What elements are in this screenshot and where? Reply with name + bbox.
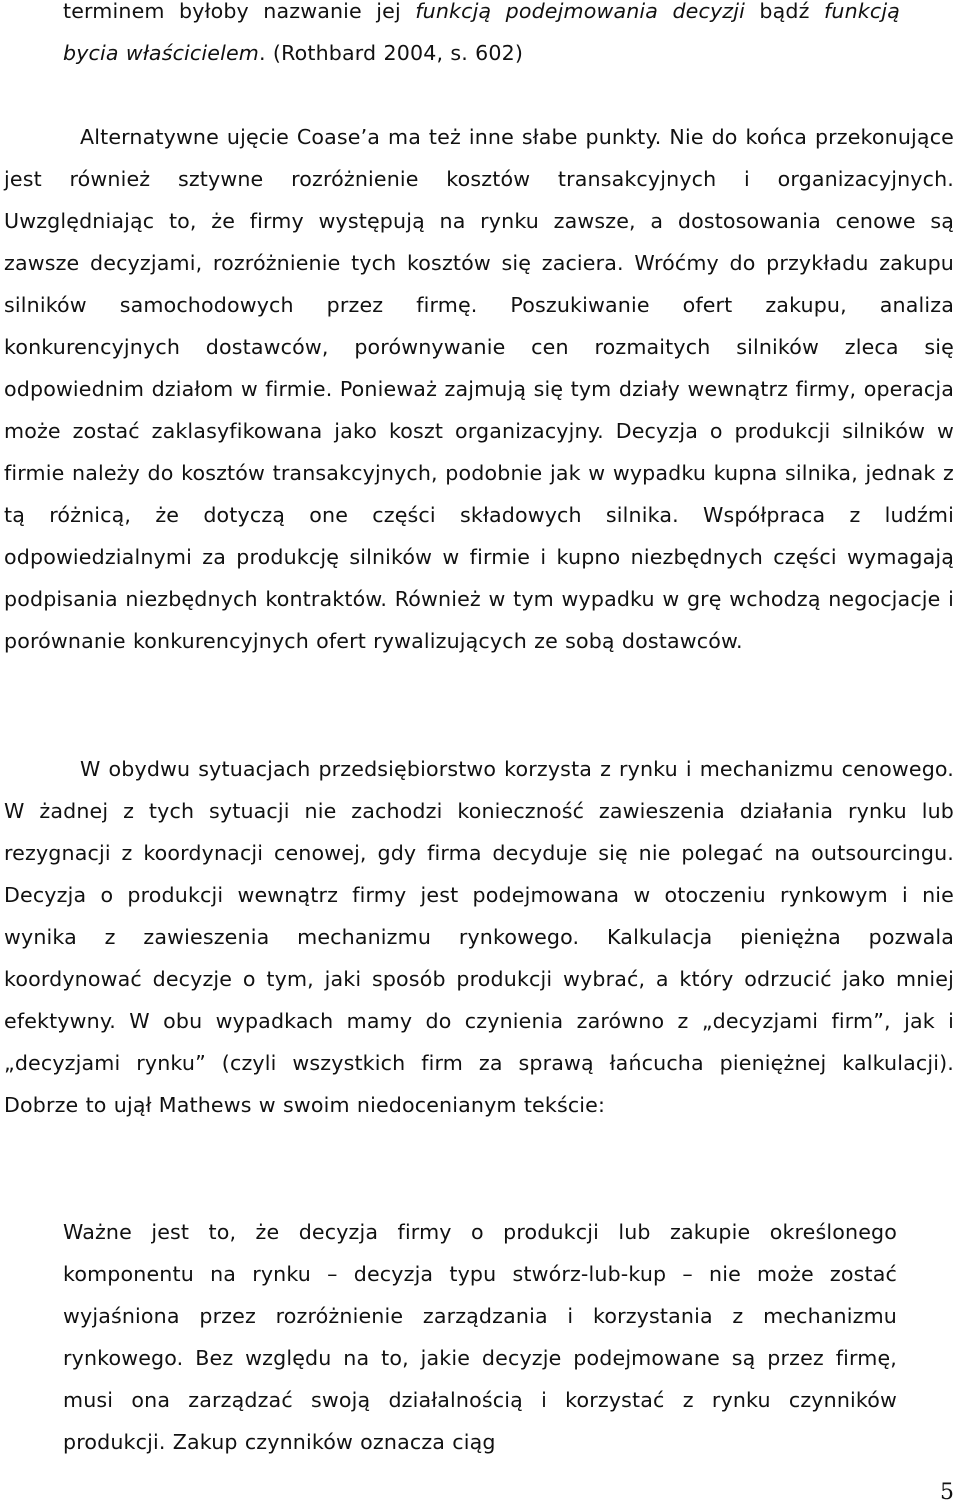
paragraph-coase-critique: Alternatywne ujęcie Coase’a ma też inne słabe punkty. Nie do końca przekonujące jest również sztywne rozróżnienie kosztów transakcyjnych i organizacyjnych. Uwzględniając to, że firmy występują na rynku zawsze, a dostosowania cenowe są zawsze decyzjami, rozróżnienie tych kosztów się zaciera. Wróćmy do przykładu zakupu silników samochodowych przez firmę. Poszukiwanie ofert zakupu, analiza konkurencyjnych dostawców, porównywanie cen rozmaitych silników zleca się odpowiednim działom w firmie. Ponieważ zajmują się tym działy wewnątrz firmy, operacja może zostać zaklasyfikowana jako koszt organizacyjny. Decyzja o produkcji silników w firmie należy do kosztów transakcyjnych, podobnie jak w wypadku kupna silnika, jednak z tą różnicą, że dotyczą one części składowych silnika. Współpraca z ludźmi odpowiedzialnymi za produkcję silników w firmie i kupno niezbędnych części wymagają podpisania niezbędnych kontraktów. Również w tym wypadku w grę wchodzą negocjacje i porównanie konkurencyjnych ofert rywalizujących ze sobą dostawców. — [4, 125, 954, 653]
italic-term-ownership-function: funkcją bycia właścicielem — [63, 0, 900, 65]
paragraph-rothbard-citation — [63, 0, 900, 74]
paragraph-text: bądź — [745, 0, 824, 23]
page-number: 5 — [940, 1480, 954, 1505]
italic-term-decision-function: funkcją podejmowania decyzji — [415, 0, 746, 23]
block-quote-mathews: Ważne jest to, że decyzja firmy o produkcji lub zakupie określonego komponentu na rynku – decyzja typu stwórz-lub-kup – nie może zostać wyjaśniona przez rozróżnienie zarządzania i korzystania z mechanizmu rynkowego. Bez względu na to, jakie decyzje podejmowane są przez firmę, musi ona zarządzać swoją działalnością i korzystać z rynku czynników produkcji. Zakup czynników oznacza ciąg — [63, 1220, 897, 1454]
paragraph-text: . (Rothbard 2004, s. 602) — [259, 41, 524, 65]
paragraph-text: terminem byłoby nazwanie jej — [63, 0, 416, 23]
paragraph-market-mechanism: W obydwu sytuacjach przedsiębiorstwo korzysta z rynku i mechanizmu cenowego. W żadnej z tych sytuacji nie zachodzi konieczność zawieszenia działania rynku lub rezygnacji z koordynacji cenowej, gdy firma decyduje się nie polegać na outsourcingu. Decyzja o produkcji wewnątrz firmy jest podejmowana w otoczeniu rynkowym i nie wynika z zawieszenia mechanizmu rynkowego. Kalkulacja pieniężna pozwala koordynować decyzje o tym, jaki sposób produkcji wybrać, a który odrzucić jako mniej efektywny. W obu wypadkach mamy do czynienia zarówno z „decyzjami firm”, jak i „decyzjami rynku” (czyli wszystkich firm za sprawą łańcucha pieniężnej kalkulacji). Dobrze to ujął Mathews w swoim niedocenianym tekście: — [4, 757, 954, 1117]
